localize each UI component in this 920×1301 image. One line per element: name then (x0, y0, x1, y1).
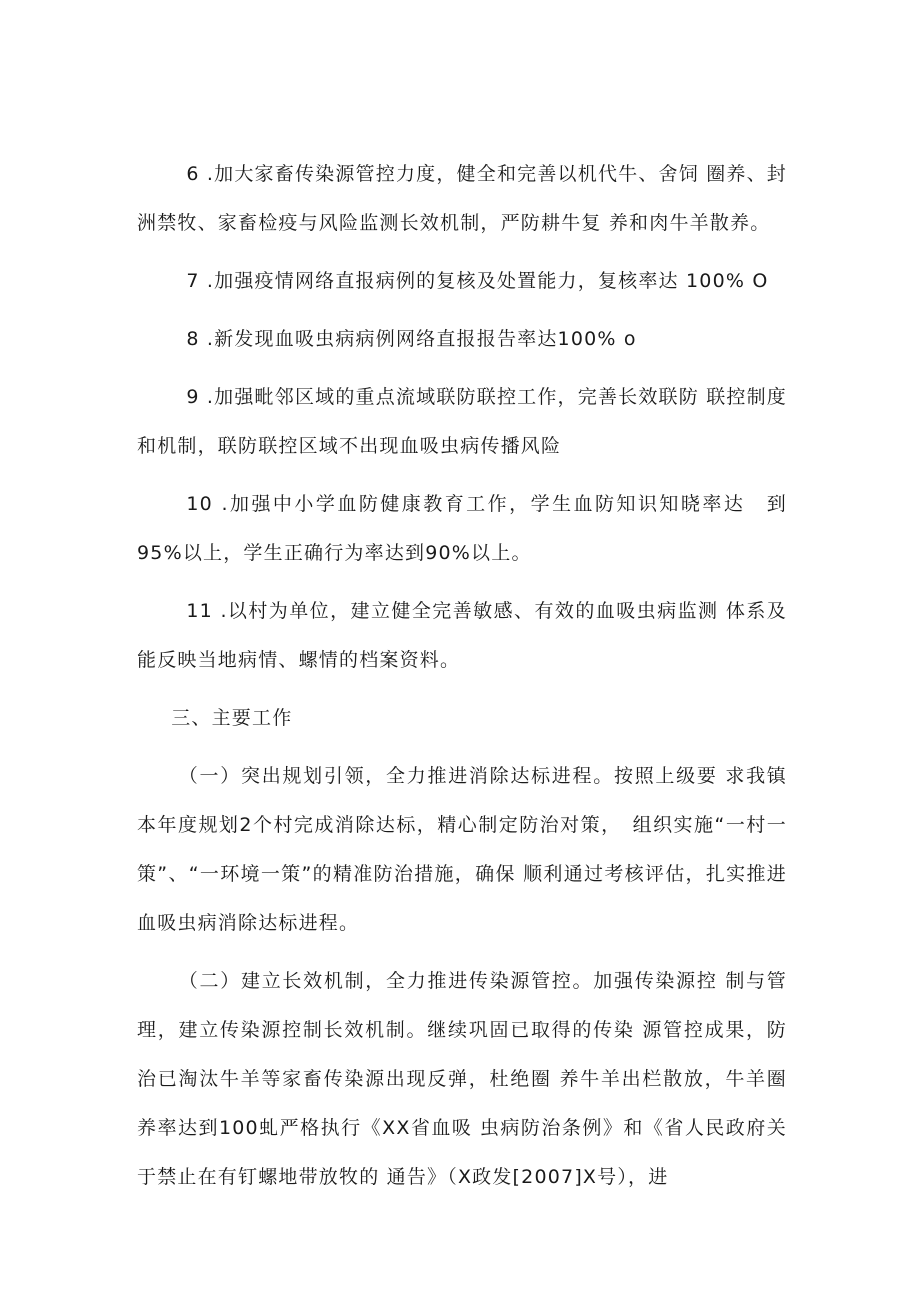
paragraph-item-7: 7 .加强疫情网络直报病例的复核及处置能力，复核率达 100% O (186, 270, 769, 292)
subsection-long-term-mechanism: （二）建立长效机制，全力推进传染源管控。加强传染源控 制与管理，建立传染源控制长效机制。继续巩固已取得的传染 源管控成果，防治已淘汰牛羊等家畜传染源出现反弹，杜绝圈 养牛羊出栏散放，牛羊圈养率达到100虬严格执行《XX省血吸 虫病防治条例》和《省人民政府关于禁止在有钉螺地带放牧的 通告》（X政发[2007]X号），进 (137, 970, 787, 1188)
paragraph-item-6: 6 .加大家畜传染源管控力度，健全和完善以机代牛、舍饲 圈养、封洲禁牧、家畜检疫与风险监测长效机制，严防耕牛复 养和肉牛羊散养。 (137, 163, 787, 234)
paragraph-item-10: 10 .加强中小学血防健康教育工作，学生血防知识知晓率达 到95%以上，学生正确行为率达到90%以上。 (137, 493, 787, 564)
paragraph-item-8: 8 .新发现血吸虫病病例网络直报报告率达100% o (186, 328, 637, 350)
subsection-planning: （一）突出规划引领，全力推进消除达标进程。按照上级要 求我镇本年度规划2个村完成消除达标，精心制定防治对策， 组织实施“一村一策”、“一环境一策”的精准防治措施，确保 顺利通过考核评估，扎实推进血吸虫病消除达标进程。 (137, 765, 787, 934)
section-heading-main-work: 三、主要工作 (171, 707, 293, 729)
paragraph-item-11: 11 .以村为单位，建立健全完善敏感、有效的血吸虫病监测 体系及能反映当地病情、螺情的档案资料。 (137, 600, 787, 671)
document-body (137, 150, 787, 1202)
paragraph-item-9: 9 .加强毗邻区域的重点流域联防联控工作，完善长效联防 联控制度和机制，联防联控区域不出现血吸虫病传播风险 (137, 386, 787, 457)
